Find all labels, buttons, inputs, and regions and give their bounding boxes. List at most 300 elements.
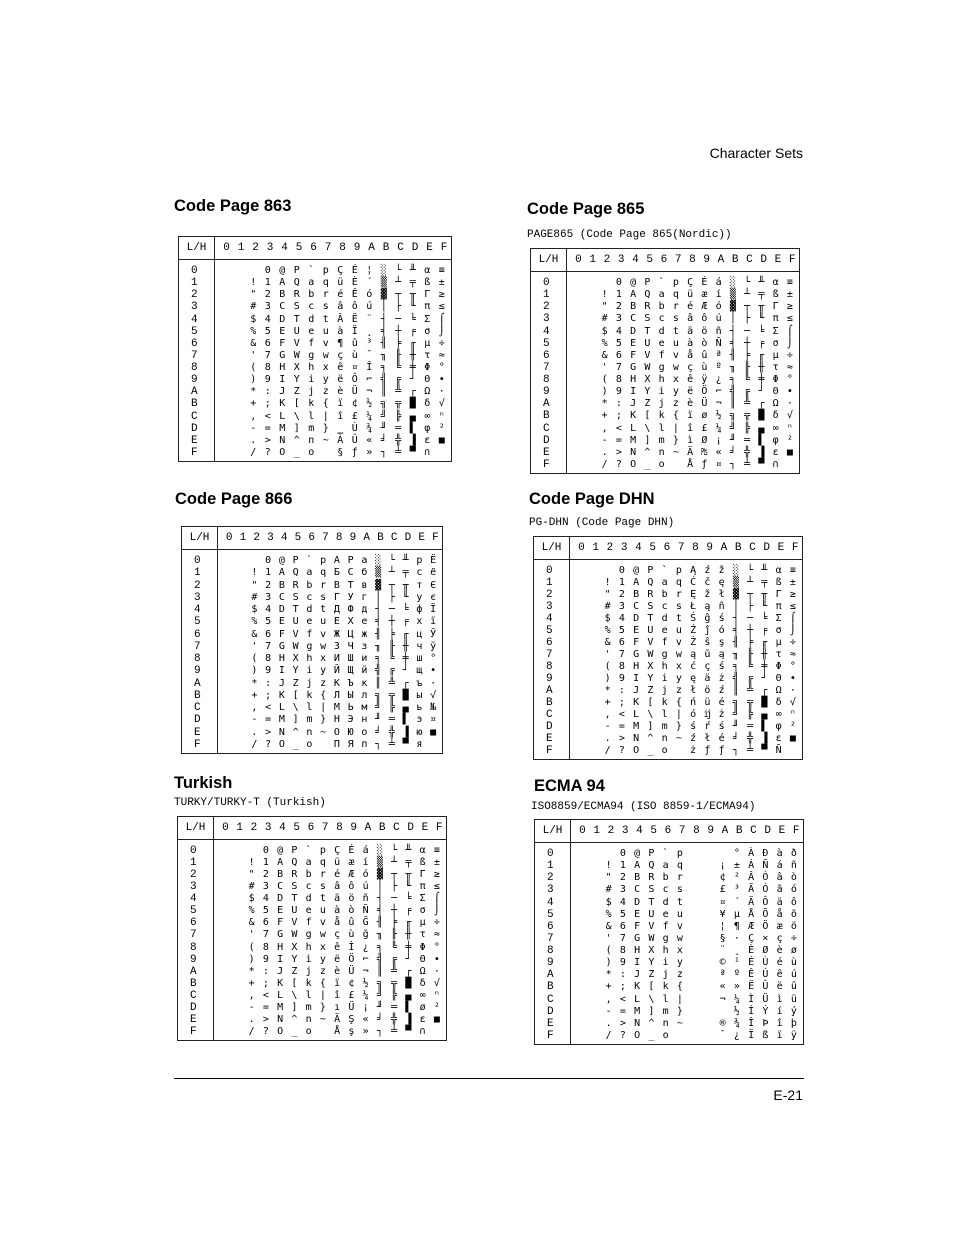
glyph-cell: R <box>292 579 299 591</box>
glyph-cell: m <box>305 1001 312 1013</box>
glyph-cell: I <box>279 374 286 386</box>
glyph-cell: Ø <box>762 945 769 956</box>
glyph-cell: u <box>319 905 326 917</box>
glyph-cell: ═ <box>747 721 754 732</box>
glyph-cell: è <box>687 398 694 410</box>
glyph-cell: Ё <box>430 555 437 566</box>
row-header: 9 <box>546 673 553 685</box>
glyph-cell: ╥ <box>409 289 416 301</box>
glyph-cell: ╦ <box>744 410 751 422</box>
glyph-cell: á <box>715 277 722 288</box>
glyph-cell: * <box>251 677 258 689</box>
glyph-cell: E <box>279 325 286 337</box>
glyph-cell: 3 <box>262 881 269 893</box>
glyph-cell: ł <box>718 589 725 600</box>
glyph-cell: á <box>362 845 369 856</box>
glyph-cell: │ <box>729 313 736 325</box>
glyph-cell: ś <box>718 721 725 732</box>
glyph-cell: £ <box>348 989 355 1001</box>
glyph-cell: ∞ <box>419 989 426 1001</box>
glyph-cell: ⌡ <box>433 905 440 917</box>
glyph-cell: ╡ <box>732 625 739 636</box>
glyph-cell: ⌐ <box>366 374 373 386</box>
glyph-cell: l <box>661 709 668 720</box>
glyph-cell: ó <box>690 709 697 720</box>
glyph-cell: ─ <box>747 613 754 624</box>
glyph-cell: ï <box>776 1029 783 1041</box>
glyph-cell: ï <box>337 398 344 410</box>
glyph-cell: H <box>279 362 286 373</box>
glyph-cell: ▒ <box>376 857 383 869</box>
glyph-cell: ε <box>772 446 779 458</box>
glyph-cell: Ê <box>748 969 755 981</box>
glyph-cell: { <box>322 398 329 410</box>
row-header: C <box>543 422 550 435</box>
glyph-cell: 3 <box>618 601 625 612</box>
glyph-cell: å <box>334 917 341 929</box>
column-header: 0 <box>225 532 233 544</box>
glyph-cell: ≤ <box>438 301 445 313</box>
glyph-cell: > <box>619 1017 626 1029</box>
glyph-cell: û <box>701 349 708 361</box>
glyph-cell: p <box>672 277 679 288</box>
glyph-cell: µ <box>424 337 431 349</box>
glyph-cell: ; <box>264 398 271 410</box>
glyph-cell: ┴ <box>388 567 395 579</box>
glyph-cell: ? <box>265 738 272 750</box>
glyph-cell: ¿ <box>715 374 722 385</box>
glyph-cell: î <box>334 989 341 1001</box>
glyph-cell: L <box>630 422 637 434</box>
glyph-cell: ε <box>775 733 782 744</box>
glyph-cell: × <box>762 932 769 944</box>
glyph-cell: E <box>630 337 637 349</box>
glyph-cell: x <box>319 941 326 953</box>
glyph-cell: I <box>633 673 640 684</box>
glyph-cell: N <box>634 1017 641 1029</box>
glyph-cell: { <box>675 697 682 708</box>
glyph-cell: # <box>604 601 611 612</box>
glyph-cell: h <box>306 653 313 664</box>
glyph-cell: ò <box>701 337 708 349</box>
glyph-cell: a <box>308 277 315 289</box>
glyph-cell: i <box>661 673 668 684</box>
glyph-cell: Ω <box>424 386 431 398</box>
glyph-cell: ø <box>790 945 797 956</box>
glyph-cell: ┼ <box>388 616 395 628</box>
glyph-cell: ¶ <box>337 337 344 349</box>
glyph-cell: _ <box>293 446 300 458</box>
glyph-cell: A <box>279 277 286 289</box>
glyph-cell: ż <box>718 709 725 720</box>
glyph-cell: ╩ <box>395 386 402 398</box>
glyph-cell: ф <box>416 604 423 615</box>
glyph-cell: ▐ <box>405 1013 412 1025</box>
glyph-cell: ; <box>262 977 269 989</box>
row-header: 8 <box>546 661 553 673</box>
glyph-cell: Γ <box>419 869 426 881</box>
column-header: 8 <box>689 254 696 266</box>
glyph-cell: M <box>633 721 640 732</box>
glyph-cell: ¤ <box>351 362 358 373</box>
glyph-cell: ┼ <box>747 625 754 636</box>
row-header: 8 <box>543 374 550 386</box>
glyph-cell: α <box>424 265 431 276</box>
glyph-cell: ┐ <box>380 446 387 458</box>
glyph-cell: ┤ <box>376 893 383 905</box>
glyph-cell: ├ <box>395 301 402 313</box>
row-header: A <box>543 398 550 411</box>
glyph-cell: à <box>776 848 783 859</box>
glyph-cell: # <box>248 881 255 893</box>
column-header: B <box>731 254 739 266</box>
glyph-cell: 1 <box>262 857 269 869</box>
glyph-cell: ¬ <box>715 398 722 410</box>
glyph-cell: ò <box>348 905 355 917</box>
glyph-cell: ½ <box>366 398 373 410</box>
glyph-cell: ╛ <box>376 1013 383 1025</box>
glyph-cell: ² <box>438 422 445 434</box>
glyph-cell: ╩ <box>744 398 751 410</box>
glyph-cell: ƒ <box>704 745 711 756</box>
glyph-cell: ) <box>601 386 608 398</box>
row-header: 7 <box>547 932 554 945</box>
glyph-cell: - <box>250 422 257 434</box>
glyph-cell: J <box>277 965 284 977</box>
glyph-cell: ı <box>334 1001 341 1013</box>
glyph-cell: ║ <box>380 386 387 398</box>
glyph-cell: р <box>416 555 423 566</box>
glyph-cell: ° <box>430 653 437 664</box>
glyph-cell: & <box>604 637 611 648</box>
column-header: E <box>418 532 425 544</box>
glyph-cell: V <box>291 917 298 929</box>
glyph-cell: û <box>348 917 355 929</box>
glyph-cell: h <box>662 945 669 956</box>
glyph-cell: ╗ <box>375 689 382 701</box>
glyph-cell: Φ <box>419 941 426 953</box>
glyph-cell: 9 <box>615 386 622 398</box>
glyph-cell: G <box>278 640 285 652</box>
glyph-cell: Ï <box>748 1029 755 1041</box>
glyph-cell: @ <box>279 265 286 276</box>
glyph-cell: Ø <box>701 434 708 446</box>
glyph-cell: л <box>361 689 368 701</box>
glyph-cell: ╛ <box>375 726 382 738</box>
glyph-cell: ¢ <box>719 872 726 884</box>
glyph-cell: ú <box>366 301 373 313</box>
glyph-cell: o <box>308 446 315 458</box>
glyph-cell: ╕ <box>376 941 383 953</box>
glyph-cell: ╦ <box>395 398 402 410</box>
glyph-cell: ╖ <box>376 929 383 941</box>
glyph-cell: \ <box>644 422 651 434</box>
glyph-cell: K <box>278 689 285 701</box>
glyph-cell: ╩ <box>391 965 398 977</box>
glyph-cell: Z <box>291 965 298 977</box>
glyph-cell: ╔ <box>744 386 751 398</box>
glyph-cell: J <box>634 969 641 981</box>
glyph-cell: ▓ <box>375 579 382 591</box>
glyph-cell: L <box>278 702 285 713</box>
glyph-cell: ▌ <box>405 1001 412 1013</box>
glyph-cell: X <box>644 374 651 385</box>
glyph-cell: б <box>361 567 368 579</box>
glyph-cell: ╡ <box>375 616 382 628</box>
glyph-cell: \ <box>292 702 299 713</box>
glyph-cell: π <box>775 601 782 612</box>
glyph-cell: 5 <box>618 625 625 636</box>
glyph-cell: Ð <box>762 848 769 859</box>
glyph-cell: n <box>658 446 665 458</box>
glyph-cell: c <box>306 591 313 603</box>
glyph-cell: B <box>278 579 285 591</box>
glyph-cell: ø <box>701 410 708 422</box>
glyph-cell: ≡ <box>438 265 445 276</box>
glyph-cell: ± <box>433 857 440 869</box>
row-header: 1 <box>546 577 553 589</box>
glyph-cell: 2 <box>619 872 626 884</box>
glyph-cell: k <box>308 398 315 410</box>
glyph-cell: J <box>279 386 286 398</box>
glyph-cell: з <box>361 640 368 652</box>
glyph-cell: ù <box>790 957 797 969</box>
glyph-cell: ═ <box>391 1001 398 1013</box>
glyph-cell: Ä <box>334 1013 341 1025</box>
row-header: 5 <box>191 325 198 338</box>
glyph-cell: ▐ <box>402 726 409 738</box>
glyph-cell: © <box>719 957 726 969</box>
glyph-cell: ┘ <box>409 374 416 386</box>
glyph-cell: % <box>251 616 258 628</box>
glyph-cell: x <box>672 374 679 385</box>
glyph-cell: / <box>250 446 257 458</box>
glyph-cell: ┤ <box>380 313 387 325</box>
glyph-cell: в <box>361 579 368 591</box>
glyph-cell: ╕ <box>375 653 382 664</box>
glyph-cell: % <box>605 908 612 920</box>
glyph-cell: ╪ <box>405 941 412 953</box>
glyph-cell: ▄ <box>409 410 416 422</box>
glyph-cell: √ <box>438 398 445 410</box>
glyph-cell: H <box>633 661 640 672</box>
glyph-cell: ^ <box>292 726 299 738</box>
glyph-cell: ┤ <box>732 613 739 624</box>
row-header: C <box>546 709 553 721</box>
glyph-cell: $ <box>248 893 255 905</box>
glyph-cell: ä <box>687 325 694 337</box>
glyph-cell: { <box>320 689 327 701</box>
glyph-cell: ï <box>687 410 694 422</box>
glyph-cell: n <box>306 726 313 738</box>
glyph-cell: M <box>277 1001 284 1013</box>
row-header: 9 <box>190 953 197 966</box>
row-header: 8 <box>547 945 554 957</box>
glyph-cell: 0 <box>619 848 626 859</box>
glyph-cell: ш <box>416 653 423 664</box>
glyph-cell: ≡ <box>433 845 440 856</box>
glyph-cell: ┐ <box>732 745 739 756</box>
column-header: 5 <box>649 542 656 554</box>
glyph-cell: ╞ <box>391 917 398 929</box>
glyph-cell: , <box>248 989 255 1001</box>
glyph-cell: U <box>292 616 299 628</box>
glyph-cell: á <box>776 860 783 872</box>
glyph-cell: b <box>306 579 313 591</box>
glyph-cell: v <box>322 337 329 349</box>
row-header: E <box>194 726 201 739</box>
column-header: 0 <box>578 542 585 554</box>
glyph-cell: ë <box>334 953 341 965</box>
glyph-cell: = <box>615 434 622 446</box>
glyph-cell: ½ <box>362 977 369 989</box>
row-header: C <box>194 702 201 714</box>
glyph-cell: ╒ <box>405 905 412 917</box>
row-header: D <box>543 434 550 447</box>
glyph-cell: ╫ <box>405 929 412 941</box>
glyph-cell: r <box>676 872 683 884</box>
glyph-cell: ` <box>305 845 312 856</box>
glyph-cell: 6 <box>618 637 625 648</box>
glyph-cell: ▐ <box>761 733 768 744</box>
glyph-cell: t <box>319 893 326 905</box>
row-header: 4 <box>543 325 550 338</box>
row-header: 3 <box>547 884 554 897</box>
glyph-cell: 3 <box>265 591 272 603</box>
glyph-cell: ┘ <box>402 665 409 677</box>
glyph-cell: Ë <box>351 313 358 325</box>
glyph-cell: Ë <box>748 981 755 993</box>
glyph-cell: g <box>658 361 665 373</box>
glyph-cell: ñ <box>718 601 725 612</box>
glyph-cell: ĝ <box>704 613 711 624</box>
column-header: C <box>390 532 398 544</box>
glyph-cell: l <box>662 993 669 1005</box>
row-header: E <box>191 434 198 447</box>
glyph-cell: ę <box>718 577 725 588</box>
glyph-cell: â <box>776 872 783 884</box>
glyph-cell: ▒ <box>732 577 739 588</box>
glyph-cell: w <box>322 349 329 361</box>
row-header: F <box>543 458 550 471</box>
glyph-cell: w <box>319 929 326 941</box>
glyph-cell: č <box>704 577 711 588</box>
glyph-cell: M <box>634 1005 641 1017</box>
glyph-cell: 4 <box>618 613 625 624</box>
row-header: 4 <box>191 313 198 326</box>
glyph-cell: ╝ <box>729 422 736 434</box>
column-header: D <box>411 242 419 254</box>
glyph-cell: ş <box>348 1025 355 1037</box>
glyph-cell: ĳ <box>704 709 711 720</box>
glyph-cell: , <box>604 709 611 720</box>
column-header: A <box>720 542 728 554</box>
glyph-cell: » <box>366 446 373 458</box>
glyph-cell: y <box>672 386 679 398</box>
glyph-cell: ∙ <box>786 386 793 398</box>
glyph-cell: ê <box>334 941 341 953</box>
column-header: D <box>764 825 771 837</box>
glyph-cell: c <box>305 881 312 893</box>
glyph-cell: * <box>604 685 611 696</box>
glyph-cell: Ω <box>419 965 426 977</box>
glyph-cell: A <box>634 860 641 872</box>
row-header: 6 <box>547 920 554 933</box>
glyph-cell: ² <box>786 434 793 446</box>
glyph-cell: M <box>279 422 286 434</box>
glyph-cell: c <box>308 301 315 313</box>
glyph-cell: x <box>320 653 327 664</box>
glyph-cell: ¼ <box>715 422 722 434</box>
glyph-cell: f <box>662 920 669 932</box>
glyph-cell: Ö <box>762 920 769 932</box>
glyph-cell: & <box>250 337 257 349</box>
glyph-cell: > <box>264 434 271 446</box>
glyph-cell: å <box>776 908 783 920</box>
glyph-cell: ╔ <box>747 673 754 684</box>
glyph-cell: ą <box>704 601 711 612</box>
glyph-cell: W <box>292 640 299 652</box>
glyph-cell: ▄ <box>402 702 409 713</box>
row-header: A <box>546 685 553 697</box>
glyph-cell: ö <box>701 325 708 337</box>
glyph-cell: ▓ <box>376 869 383 881</box>
glyph-cell: ü <box>790 993 797 1005</box>
row-header: B <box>191 398 198 411</box>
row-header: A <box>191 386 198 399</box>
glyph-cell: \ <box>647 709 654 720</box>
row-header: 7 <box>543 361 550 374</box>
glyph-cell: ▒ <box>380 277 387 289</box>
glyph-cell: 4 <box>265 604 272 615</box>
glyph-cell: └ <box>744 277 751 288</box>
glyph-cell: à <box>687 337 694 349</box>
glyph-cell: ô <box>701 313 708 325</box>
glyph-cell: ╖ <box>729 361 736 373</box>
column-header: 9 <box>350 822 357 834</box>
glyph-cell: ½ <box>715 410 722 422</box>
glyph-cell: ` <box>662 848 669 859</box>
glyph-cell: m <box>308 422 315 434</box>
glyph-cell: . <box>248 1013 255 1025</box>
glyph-cell: ▒ <box>375 567 382 579</box>
row-header: 1 <box>543 289 550 302</box>
glyph-cell: ╓ <box>758 349 765 361</box>
glyph-cell: " <box>604 589 611 600</box>
glyph-cell: Φ <box>772 374 779 385</box>
glyph-cell: P <box>293 265 300 276</box>
glyph-cell: ç <box>337 349 344 361</box>
glyph-cell: ó <box>362 869 369 881</box>
glyph-cell: δ <box>419 977 426 989</box>
glyph-cell: ` <box>308 265 315 276</box>
glyph-cell: ∞ <box>775 709 782 720</box>
glyph-cell: ~ <box>319 1013 326 1025</box>
glyph-cell: W <box>293 349 300 361</box>
glyph-cell: [ <box>293 398 300 410</box>
glyph-cell: Ц <box>347 628 354 640</box>
glyph-cell: ┤ <box>729 325 736 337</box>
glyph-cell: ) <box>251 665 258 677</box>
glyph-cell: ú <box>790 969 797 981</box>
column-header: C <box>749 542 756 554</box>
glyph-cell: > <box>618 733 625 744</box>
glyph-cell: τ <box>419 929 426 941</box>
glyph-cell: C <box>277 881 284 893</box>
glyph-cell: ┴ <box>744 289 751 301</box>
char-table <box>533 536 803 760</box>
glyph-cell: V <box>292 628 299 640</box>
